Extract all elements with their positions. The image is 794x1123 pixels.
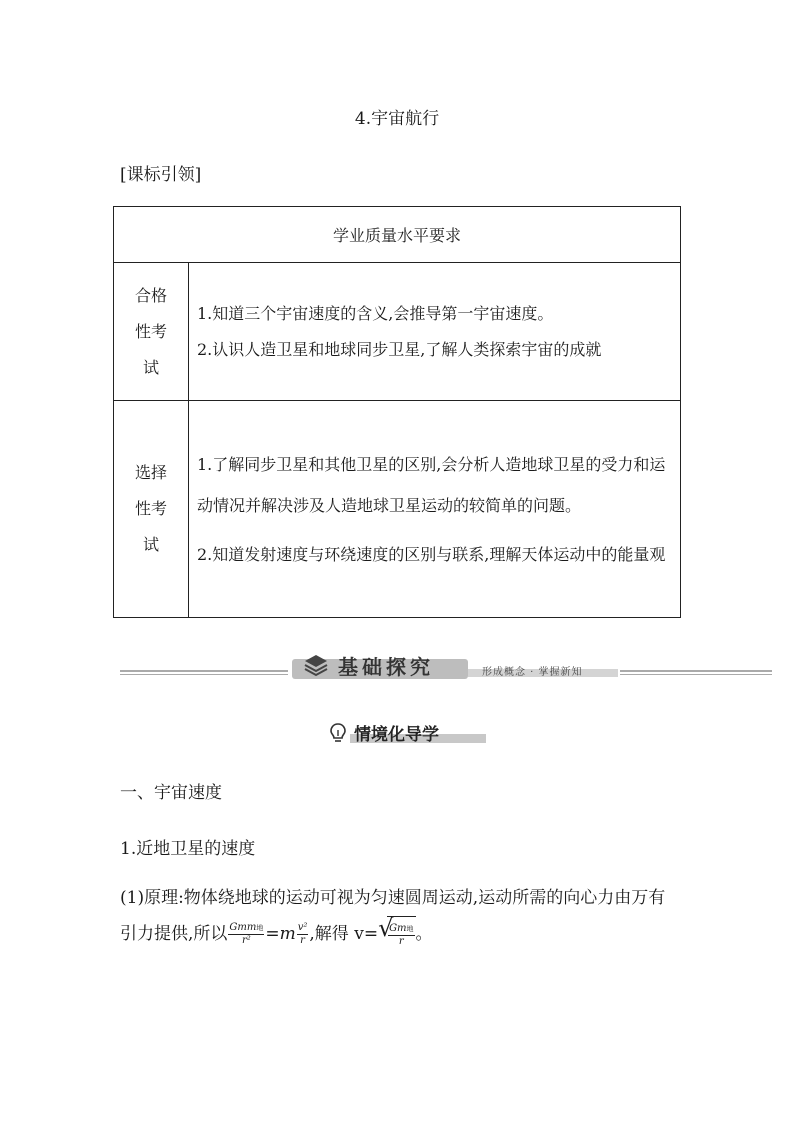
requirements-table (113, 206, 681, 618)
banner-subtitle: 形成概念 · 掌握新知 (482, 667, 583, 678)
table-row (114, 263, 681, 401)
divider (620, 670, 772, 672)
section-label: [课标引领] (120, 165, 202, 185)
subsection-heading: 1.近地卫星的速度 (120, 839, 256, 859)
banner-title: 基础探究 (338, 655, 434, 679)
layers-icon (303, 653, 329, 681)
fraction: $\frac{\text{Gm地}}{r}$ (389, 923, 414, 947)
row-category: 选择 性考 试 (114, 401, 189, 618)
requirement-item: 2.知道发射速度与环绕速度的区别与联系,理解天体运动中的能量观 (197, 544, 666, 564)
row-content (189, 401, 681, 618)
divider (120, 670, 288, 672)
principle-paragraph: (1)原理:物体绕地球的运动可视为匀速圆周运动,运动所需的向心力由万有引力提供,所以 $\frac{\text{Gmm地}}{\text{r²}}$ =m $\frac{\text{v²}}{r}$ ,解得 v= √ $\frac{\text{Gm地}}{r}$ 。 (120, 880, 680, 953)
lightbulb-icon (328, 722, 348, 748)
scene-title: 情境化导学 (354, 725, 439, 745)
row-category: 合格 性考 试 (114, 263, 189, 401)
table-row (114, 401, 681, 618)
requirement-item: 1.了解同步卫星和其他卫星的区别,会分析人造地球卫星的受力和运动情况并解决涉及人造地球卫星运动的较简单的问题。 (197, 454, 666, 515)
requirement-item: 2.认识人造卫星和地球同步卫星,了解人类探索宇宙的成就 (197, 339, 602, 359)
fraction: $\frac{\text{v²}}{r}$ (297, 922, 308, 946)
divider (120, 674, 288, 675)
square-root (378, 916, 415, 953)
radical-sign: √ (378, 914, 394, 942)
table-header: 学业质量水平要求 (114, 207, 681, 263)
row-content (189, 263, 681, 401)
fraction: $\frac{\text{Gmm地}}{\text{r²}}$ (229, 922, 264, 946)
requirement-item: 1.知道三个宇宙速度的含义,会推导第一宇宙速度。 (197, 303, 554, 323)
section-heading: 一、宇宙速度 (120, 783, 222, 803)
page-title: 4.宇宙航行 (354, 109, 440, 129)
section-banner (120, 651, 772, 681)
divider (620, 674, 772, 675)
